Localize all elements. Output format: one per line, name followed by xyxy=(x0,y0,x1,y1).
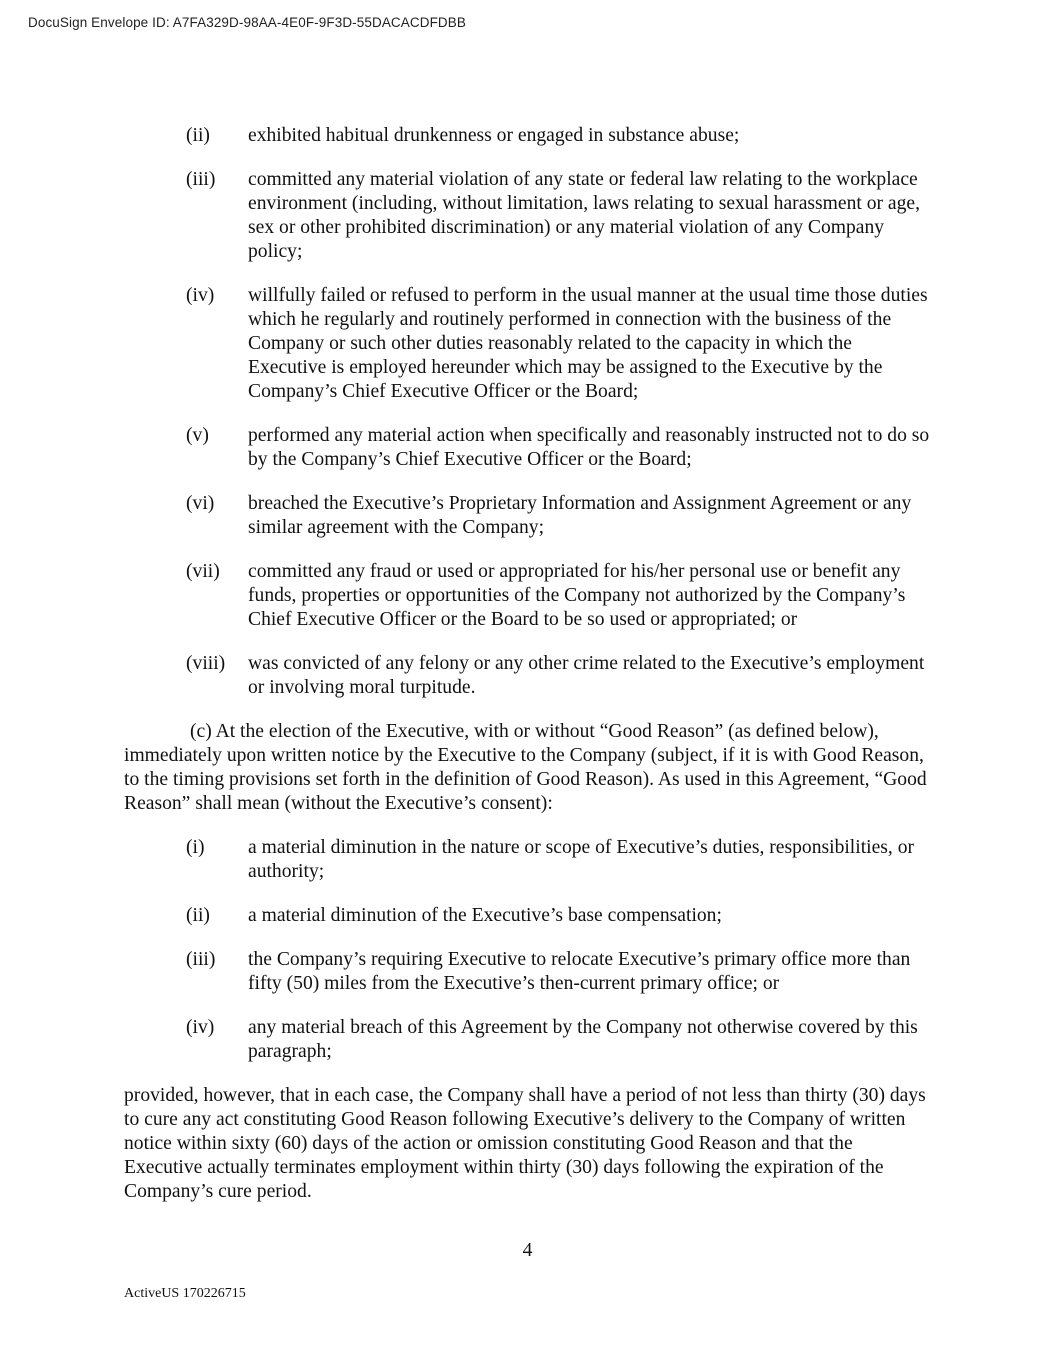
list-item-text: a material diminution in the nature or scope of Executive’s duties, responsibilities, or authority; xyxy=(248,837,915,882)
list-item-marker: (viii) xyxy=(186,653,226,674)
paragraph-c: (c) At the election of the Executive, with or without “Good Reason” (as defined below), immediately upon written notice by the Executive to the Company (subject, if it is with Good Reason, to the timing provisions set forth in the definition of Good Reason). As used in this Agreement, “Good Reason” shall mean (without the Executive’s consent): xyxy=(124,721,927,814)
list-item-marker: (iii) xyxy=(186,949,216,970)
list-item xyxy=(124,652,934,700)
list-item-text: was convicted of any felony or any other crime related to the Executive’s employment or involving moral turpitude. xyxy=(248,653,925,698)
list-item xyxy=(124,124,934,148)
list-item-text: willfully failed or refused to perform in the usual manner at the usual time those duties which he regularly and routinely performed in connection with the business of the Company or such other duties reasonably related to the capacity in which the Executive is employed hereunder which may be assigned to the Executive by the Company’s Chief Executive Officer or the Board; xyxy=(248,285,928,402)
list-item-text: any material breach of this Agreement by the Company not otherwise covered by this paragraph; xyxy=(248,1017,918,1062)
list-item xyxy=(124,424,934,472)
list-item-text: exhibited habitual drunkenness or engaged in substance abuse; xyxy=(248,125,740,146)
good-reason-list xyxy=(124,836,934,1064)
list-item xyxy=(124,492,934,540)
list-item-marker: (ii) xyxy=(186,125,210,146)
list-item xyxy=(124,560,934,632)
list-item xyxy=(124,836,934,884)
list-item xyxy=(124,948,934,996)
page-number: 4 xyxy=(522,1240,533,1261)
list-item xyxy=(124,904,934,928)
list-item-marker: (iv) xyxy=(186,285,215,306)
document-body xyxy=(124,124,934,1224)
list-item-text: committed any fraud or used or appropriated for his/her personal use or benefit any funds, properties or opportunities of the Company not authorized by the Company’s Chief Executive Officer or the Board to be so used or appropriated; or xyxy=(248,561,906,630)
list-item-text: a material diminution of the Executive’s base compensation; xyxy=(248,905,722,926)
list-item-text: performed any material action when specifically and reasonably instructed not to do so by the Company’s Chief Executive Officer or the Board; xyxy=(248,425,930,470)
list-item-marker: (vii) xyxy=(186,561,220,582)
list-item-marker: (iii) xyxy=(186,169,216,190)
list-item-text: breached the Executive’s Proprietary Information and Assignment Agreement or any similar agreement with the Company; xyxy=(248,493,912,538)
list-item-text: committed any material violation of any state or federal law relating to the workplace environment (including, without limitation, laws relating to sexual harassment or age, sex or other prohibited discrimination) or any material violation of any Company policy; xyxy=(248,169,921,262)
list-item-text: the Company’s requiring Executive to relocate Executive’s primary office more than fifty (50) miles from the Executive’s then-current primary office; or xyxy=(248,949,911,994)
list-item-marker: (i) xyxy=(186,837,205,858)
list-item xyxy=(124,1016,934,1064)
termination-cause-list xyxy=(124,124,934,700)
docusign-envelope-id: DocuSign Envelope ID: A7FA329D-98AA-4E0F-9F3D-55DACACDFDBB xyxy=(28,15,466,30)
list-item-marker: (ii) xyxy=(186,905,210,926)
list-item-marker: (v) xyxy=(186,425,209,446)
list-item-marker: (vi) xyxy=(186,493,215,514)
list-item xyxy=(124,168,934,264)
footer-document-id: ActiveUS 170226715 xyxy=(124,1286,246,1301)
proviso-paragraph: provided, however, that in each case, the Company shall have a period of not less than thirty (30) days to cure any act constituting Good Reason following Executive’s delivery to the Company of written notice within sixty (60) days of the action or omission constituting Good Reason and that the Executive actually terminates employment within thirty (30) days following the expiration of the Company’s cure period. xyxy=(124,1085,926,1202)
list-item xyxy=(124,284,934,404)
list-item-marker: (iv) xyxy=(186,1017,215,1038)
